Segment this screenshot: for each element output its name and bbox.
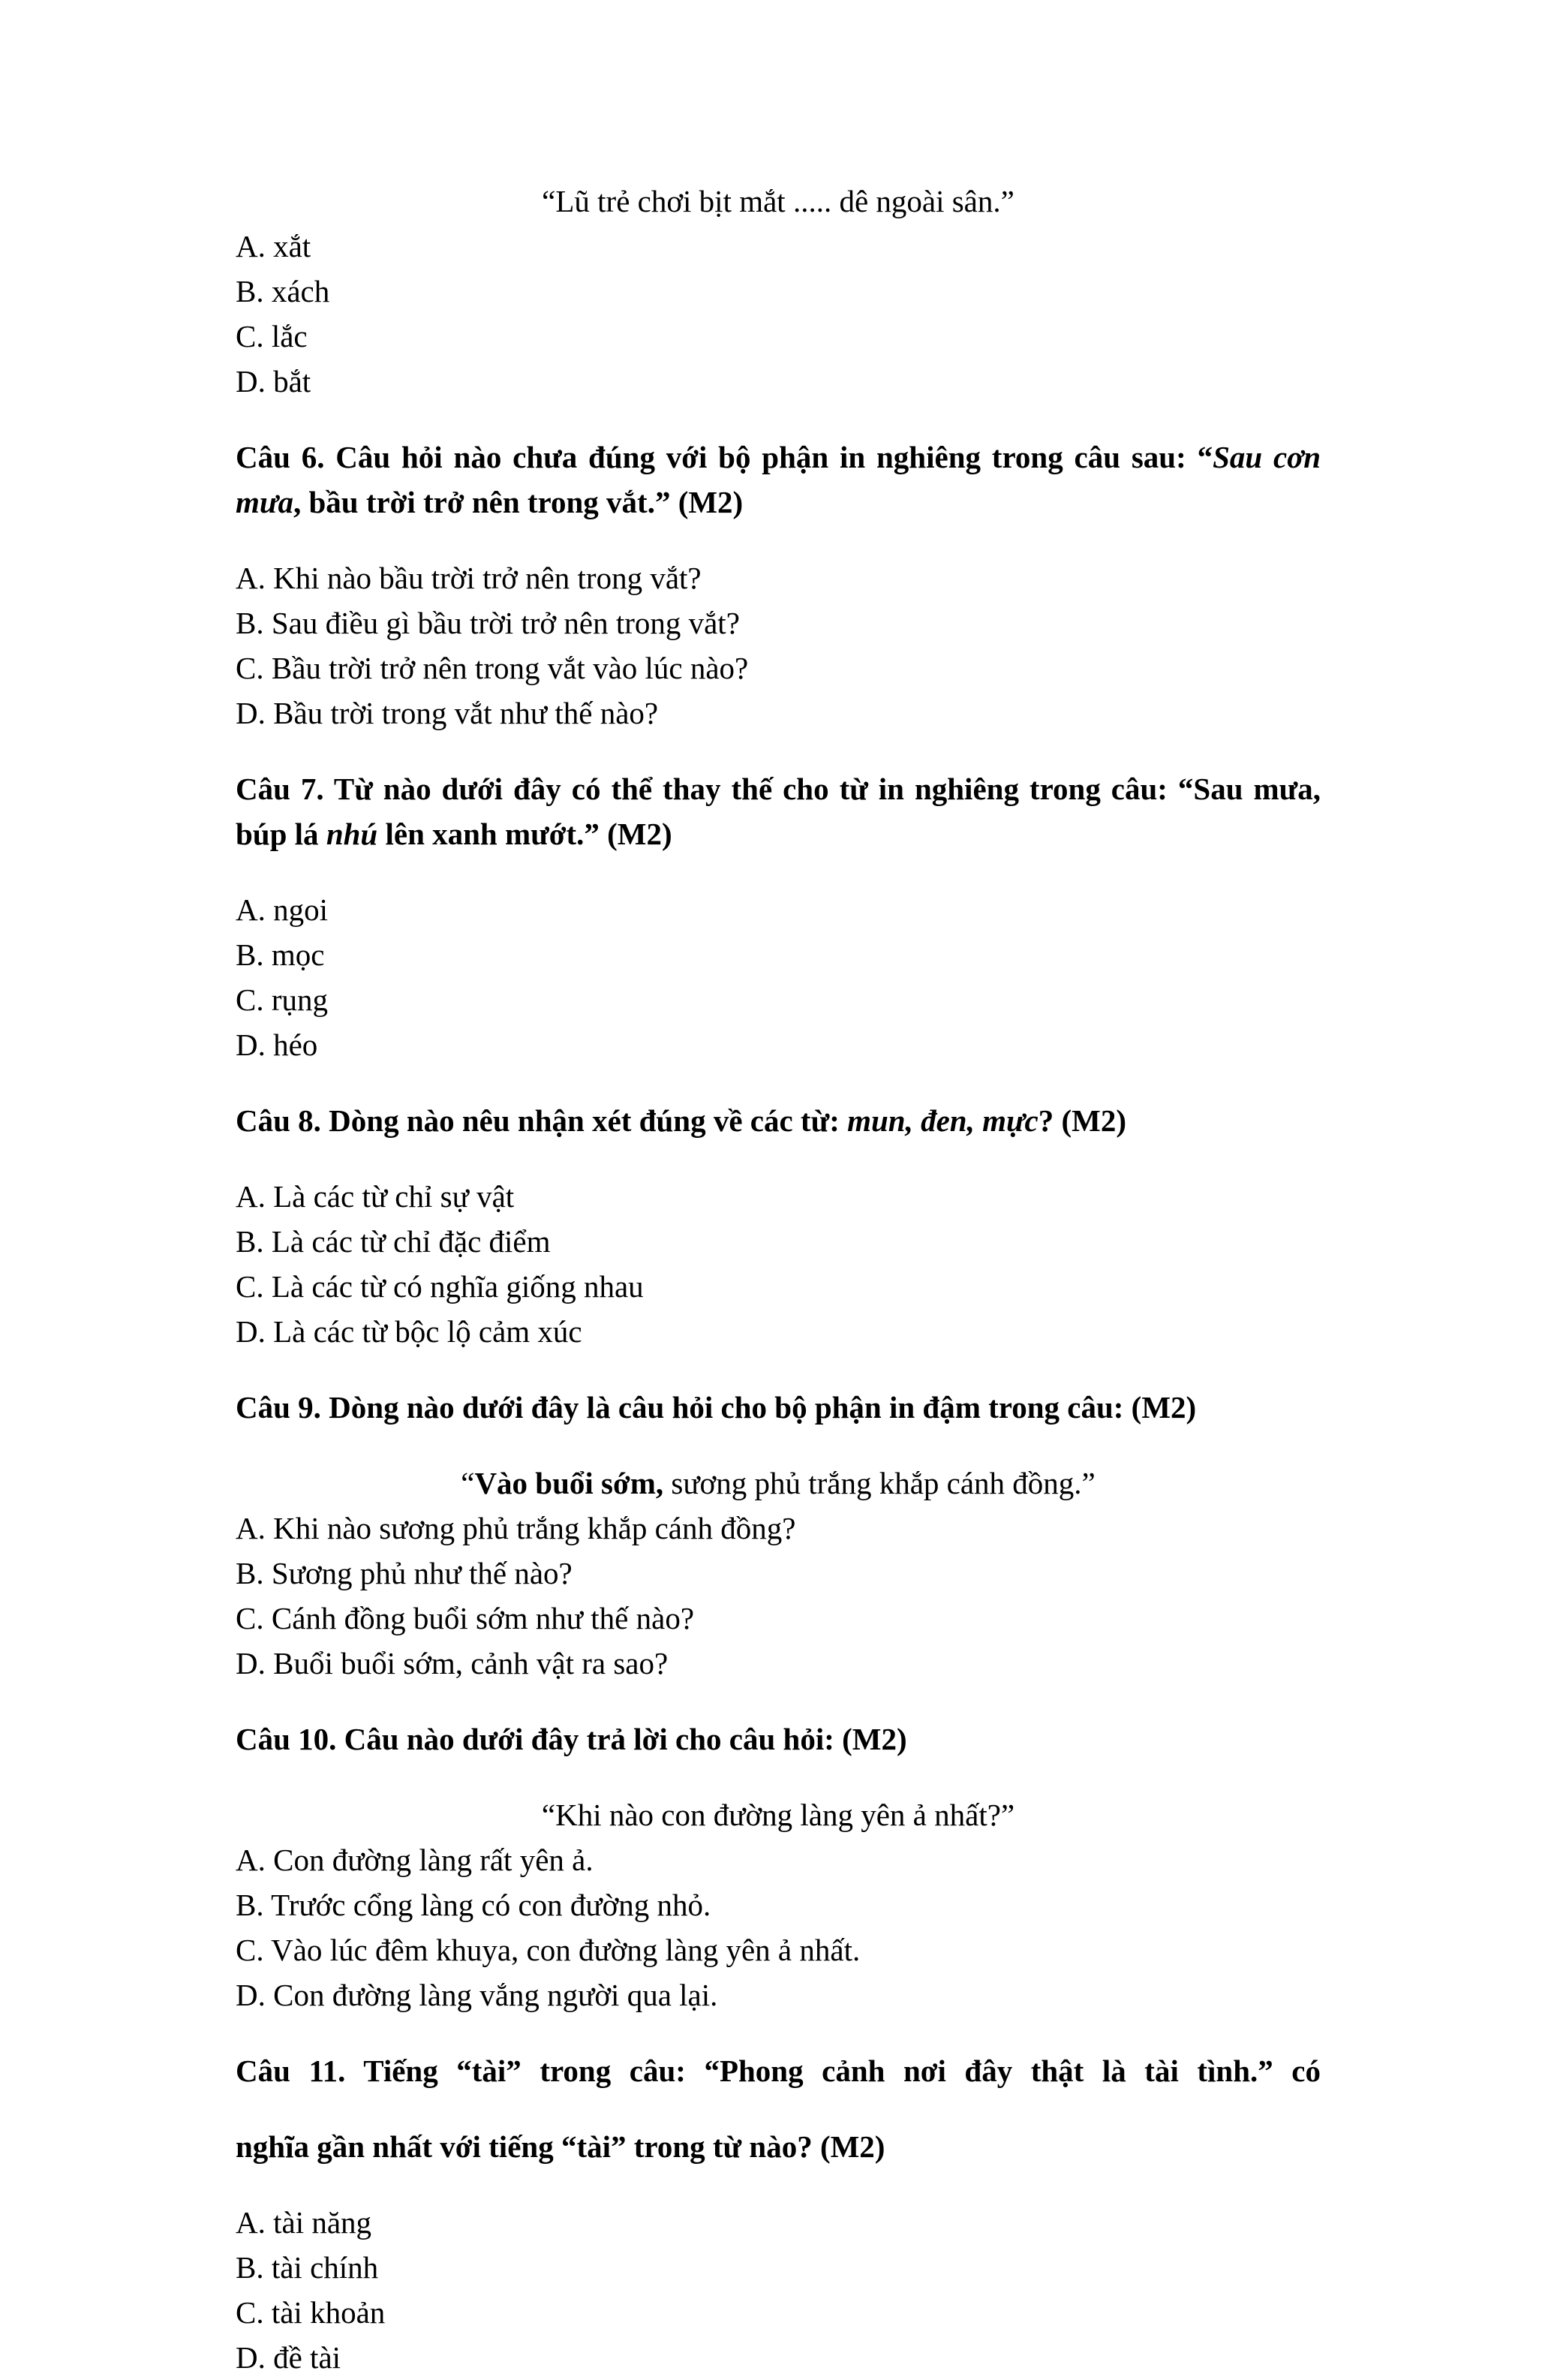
question-6: Câu 6. Câu hỏi nào chưa đúng với bộ phận in nghiêng trong câu sau: “Sau cơn mưa, bầu trời trở nên trong vắt.” (M2) [236, 440, 1321, 519]
q11-option-a: A. tài năng [236, 2205, 372, 2240]
document-page [236, 179, 1321, 2380]
q5-option-b: B. xách [236, 274, 330, 308]
q8-option-b: B. Là các từ chỉ đặc điểm [236, 1224, 551, 1259]
q5-option-a: A. xắt [236, 229, 311, 263]
q10-option-c: C. Vào lúc đêm khuya, con đường làng yên ả nhất. [236, 1933, 861, 1967]
q10-quote: “Khi nào con đường làng yên ả nhất?” [541, 1798, 1015, 1832]
q10-option-a: A. Con đường làng rất yên ả. [236, 1843, 594, 1877]
q8-option-d: D. Là các từ bộc lộ cảm xúc [236, 1314, 582, 1349]
q8-option-c: C. Là các từ có nghĩa giống nhau [236, 1269, 644, 1304]
q9-option-c: C. Cánh đồng buổi sớm như thế nào? [236, 1601, 695, 1635]
q6-option-c: C. Bầu trời trở nên trong vắt vào lúc nào? [236, 651, 749, 685]
q10-option-b: B. Trước cổng làng có con đường nhỏ. [236, 1888, 711, 1922]
q7-option-b: B. mọc [236, 937, 325, 972]
q5-option-d: D. bắt [236, 364, 311, 399]
q11-option-b: B. tài chính [236, 2250, 379, 2285]
q6-option-d: D. Bầu trời trong vắt như thế nào? [236, 696, 659, 730]
q7-option-a: A. ngoi [236, 892, 328, 927]
q8-option-a: A. Là các từ chỉ sự vật [236, 1179, 515, 1214]
q10-option-d: D. Con đường làng vắng người qua lại. [236, 1978, 718, 2012]
q11-option-c: C. tài khoản [236, 2295, 386, 2330]
question-9: Câu 9. Dòng nào dưới đây là câu hỏi cho bộ phận in đậm trong câu: (M2) [236, 1390, 1197, 1425]
q7-option-d: D. héo [236, 1028, 318, 1062]
question-11-line-1: Câu 11. Tiếng “tài” trong câu: “Phong cảnh nơi đây thật là tài tình.” có [236, 2054, 1321, 2088]
top-quote: “Lũ trẻ chơi bịt mắt ..... dê ngoài sân.” [542, 184, 1014, 218]
question-10: Câu 10. Câu nào dưới đây trả lời cho câu hỏi: (M2) [236, 1722, 907, 1756]
question-8: Câu 8. Dòng nào nêu nhận xét đúng về các từ: mun, đen, mực? (M2) [236, 1103, 1127, 1138]
q9-option-a: A. Khi nào sương phủ trắng khắp cánh đồng? [236, 1511, 796, 1545]
q5-option-c: C. lắc [236, 319, 308, 354]
q9-option-b: B. Sương phủ như thế nào? [236, 1556, 573, 1590]
q9-option-d: D. Buổi buổi sớm, cảnh vật ra sao? [236, 1646, 669, 1680]
q6-option-b: B. Sau điều gì bầu trời trở nên trong vắt? [236, 606, 740, 640]
q7-option-c: C. rụng [236, 982, 328, 1017]
q6-option-a: A. Khi nào bầu trời trở nên trong vắt? [236, 561, 702, 595]
question-11-line-2: nghĩa gần nhất với tiếng “tài” trong từ nào? (M2) [236, 2129, 885, 2164]
q11-option-d: D. đề tài [236, 2340, 341, 2375]
question-7: Câu 7. Từ nào dưới đây có thể thay thế cho từ in nghiêng trong câu: “Sau mưa, búp lá nhú lên xanh mướt.” (M2) [236, 772, 1321, 851]
q9-quote: “Vào buổi sớm, sương phủ trắng khắp cánh đồng.” [461, 1466, 1096, 1500]
